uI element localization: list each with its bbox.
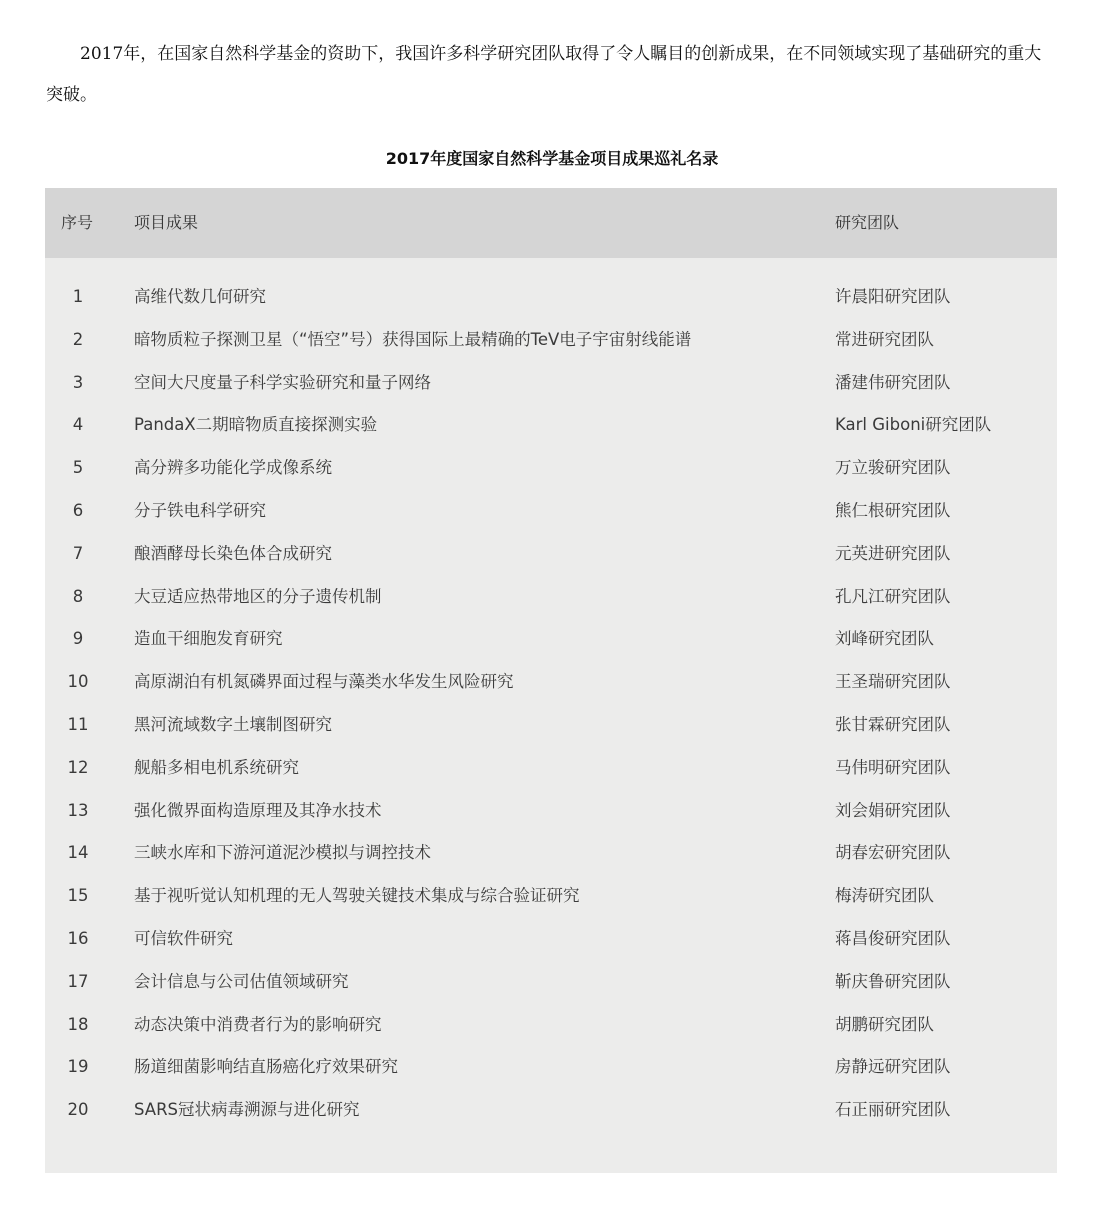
row-index: 18 — [67, 1014, 89, 1034]
row-item: 基于视听觉认知机理的无人驾驶关键技术集成与综合验证研究 — [134, 886, 580, 906]
row-index: 15 — [67, 886, 89, 906]
table-row — [45, 790, 1057, 833]
row-item: 空间大尺度量子科学实验研究和量子网络 — [134, 372, 431, 392]
row-team: 常进研究团队 — [835, 329, 934, 349]
row-item: 动态决策中消费者行为的影响研究 — [134, 1014, 382, 1034]
row-team: 潘建伟研究团队 — [835, 372, 951, 392]
row-team: 孔凡江研究团队 — [835, 586, 951, 606]
row-item: 高原湖泊有机氮磷界面过程与藻类水华发生风险研究 — [134, 672, 514, 692]
row-item: 高维代数几何研究 — [134, 287, 266, 306]
row-index: 14 — [67, 843, 89, 863]
row-item: 造血干细胞发育研究 — [134, 629, 283, 649]
row-team: 万立骏研究团队 — [835, 458, 951, 478]
row-team: 熊仁根研究团队 — [835, 500, 951, 520]
table-row — [45, 362, 1057, 405]
table-title: 2017年度国家自然科学基金项目成果巡礼名录 — [385, 149, 719, 168]
row-team: 张甘霖研究团队 — [835, 714, 951, 734]
table-row — [45, 747, 1057, 790]
row-item: 分子铁电科学研究 — [134, 500, 266, 520]
row-item: PandaX二期暗物质直接探测实验 — [134, 415, 378, 435]
row-item: 舰船多相电机系统研究 — [134, 757, 299, 777]
row-team: 梅涛研究团队 — [835, 886, 934, 906]
table-row — [45, 918, 1057, 961]
table-row — [45, 875, 1057, 918]
row-team: 王圣瑞研究团队 — [835, 672, 951, 692]
table-row — [45, 1089, 1057, 1132]
row-index: 11 — [67, 714, 89, 734]
table-header — [45, 188, 1057, 258]
row-item: SARS冠状病毒溯源与进化研究 — [134, 1100, 360, 1120]
table-row — [45, 961, 1057, 1004]
row-item: 会计信息与公司估值领域研究 — [134, 971, 349, 991]
row-index: 13 — [67, 800, 89, 820]
header-index: 序号 — [61, 213, 94, 232]
row-team: Karl Giboni研究团队 — [835, 415, 992, 435]
table-row — [45, 533, 1057, 576]
row-index: 8 — [72, 586, 84, 606]
row-index: 19 — [67, 1057, 89, 1077]
row-index: 2 — [72, 329, 84, 349]
table-row — [45, 704, 1057, 747]
row-team: 元英进研究团队 — [835, 543, 951, 563]
row-team: 蒋昌俊研究团队 — [835, 928, 951, 948]
row-team: 靳庆鲁研究团队 — [835, 971, 951, 991]
table-row — [45, 276, 1057, 319]
row-index: 5 — [72, 458, 84, 478]
header-team: 研究团队 — [835, 213, 900, 232]
table-row — [45, 319, 1057, 362]
row-team: 马伟明研究团队 — [835, 757, 951, 777]
row-index: 16 — [67, 928, 89, 948]
table-row — [45, 1004, 1057, 1047]
row-item: 酿酒酵母长染色体合成研究 — [134, 543, 332, 563]
row-index: 7 — [72, 543, 84, 563]
row-item: 肠道细菌影响结直肠癌化疗效果研究 — [134, 1057, 398, 1077]
table-row — [45, 832, 1057, 875]
row-item: 强化微界面构造原理及其净水技术 — [134, 800, 382, 820]
row-team: 胡春宏研究团队 — [835, 843, 951, 863]
row-index: 4 — [72, 415, 84, 435]
row-team: 刘会娟研究团队 — [835, 800, 951, 820]
row-index: 9 — [72, 629, 84, 649]
row-index: 20 — [67, 1100, 89, 1120]
row-item: 高分辨多功能化学成像系统 — [134, 458, 332, 478]
row-team: 刘峰研究团队 — [835, 629, 934, 649]
row-index: 1 — [72, 287, 84, 306]
row-team: 房静远研究团队 — [835, 1057, 951, 1077]
row-index: 17 — [67, 971, 89, 991]
row-item: 黑河流域数字土壤制图研究 — [134, 714, 332, 734]
row-index: 12 — [67, 757, 89, 777]
row-index: 10 — [67, 672, 89, 692]
table-row — [45, 447, 1057, 490]
table-row — [45, 661, 1057, 704]
table-row — [45, 404, 1057, 447]
row-item: 可信软件研究 — [134, 928, 233, 948]
row-index: 3 — [72, 372, 84, 392]
table-row — [45, 576, 1057, 619]
row-team: 胡鹏研究团队 — [835, 1014, 934, 1034]
table-row — [45, 1046, 1057, 1089]
intro-paragraph: 2017年，在国家自然科学基金的资助下，我国许多科学研究团队取得了令人瞩目的创新成果，在不同领域实现了基础研究的重大突破。 — [46, 44, 1042, 105]
results-table — [45, 188, 1057, 1173]
table-row — [45, 618, 1057, 661]
row-item: 暗物质粒子探测卫星（“悟空”号）获得国际上最精确的TeV电子宇宙射线能谱 — [134, 329, 692, 349]
row-team: 许晨阳研究团队 — [835, 287, 951, 306]
row-index: 6 — [72, 500, 84, 520]
row-item: 三峡水库和下游河道泥沙模拟与调控技术 — [134, 843, 431, 863]
table-row — [45, 490, 1057, 533]
row-item: 大豆适应热带地区的分子遗传机制 — [134, 586, 382, 606]
table-body — [45, 276, 1057, 1132]
header-item: 项目成果 — [134, 213, 199, 232]
row-team: 石正丽研究团队 — [835, 1100, 951, 1120]
